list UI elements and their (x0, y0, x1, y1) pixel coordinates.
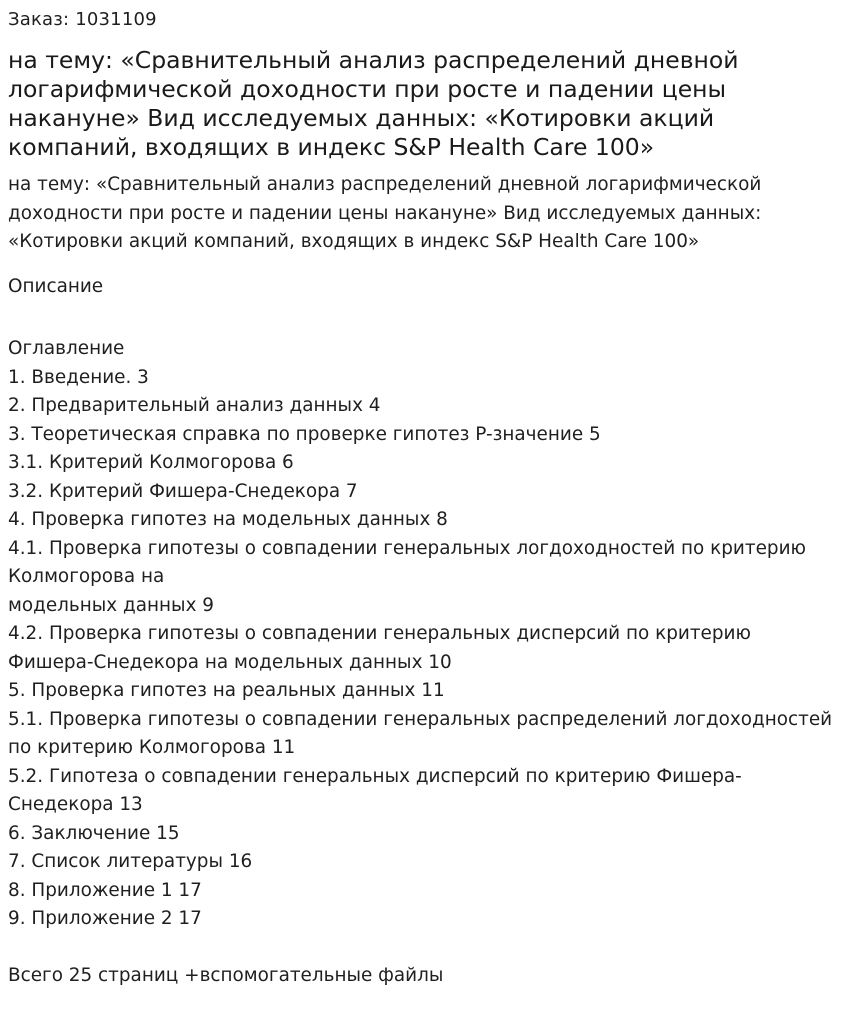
toc-item: 5. Проверка гипотез на реальных данных 11 (8, 680, 445, 701)
toc-item: модельных данных 9 (8, 594, 215, 616)
toc-list (8, 364, 839, 934)
toc-item: 4.1. Проверка гипотезы о совпадении генеральных логдоходностей по критерию Колмогорова на (8, 537, 807, 587)
page-title: на тему: «Сравнительный анализ распределений дневной логарифмической доходности при росте и падении цены накануне» Вид исследуемых данных: «Котировки акций компаний, входящих в индекс S&P Health Care 100» (8, 46, 739, 161)
toc-item: 5.2. Гипотеза о совпадении генеральных дисперсий по критерию Фишера-Снедекора 13 (8, 765, 742, 815)
order-number: Заказ: 1031109 (8, 9, 157, 30)
toc-item: 3.1. Критерий Колмогорова 6 (8, 452, 294, 473)
toc-item: 6. Заключение 15 (8, 822, 180, 844)
toc-item: 3. Теоретическая справка по проверке гипотез P-значение 5 (8, 423, 601, 445)
description-label: Описание (8, 275, 104, 297)
toc-item: 8. Приложение 1 17 (8, 879, 202, 901)
toc-item: 3.2. Критерий Фишера-Снедекора 7 (8, 480, 358, 502)
toc-item: 5.1. Проверка гипотезы о совпадении генеральных распределений логдоходностей по критерию Колмогорова 11 (8, 708, 833, 758)
toc-item: 9. Приложение 2 17 (8, 908, 202, 929)
toc-heading: Оглавление (8, 338, 125, 359)
toc-item: 4.2. Проверка гипотезы о совпадении генеральных дисперсий по критерию Фишера-Снедекора на модельных данных 10 (8, 623, 751, 673)
toc-item: 1. Введение. 3 (8, 366, 149, 388)
toc-item: 7. Список литературы 16 (8, 851, 253, 872)
table-of-contents (8, 335, 839, 934)
toc-item: 4. Проверка гипотез на модельных данных 8 (8, 509, 448, 530)
subtitle: на тему: «Сравнительный анализ распределений дневной логарифмической доходности при росте и падении цены накануне» Вид исследуемых данных: «Котировки акций компаний, входящих в индекс S&P Health Care 100» (8, 174, 762, 252)
toc-item: 2. Предварительный анализ данных 4 (8, 395, 381, 416)
page-count-note: Всего 25 страниц +вспомогательные файлы (8, 964, 444, 986)
